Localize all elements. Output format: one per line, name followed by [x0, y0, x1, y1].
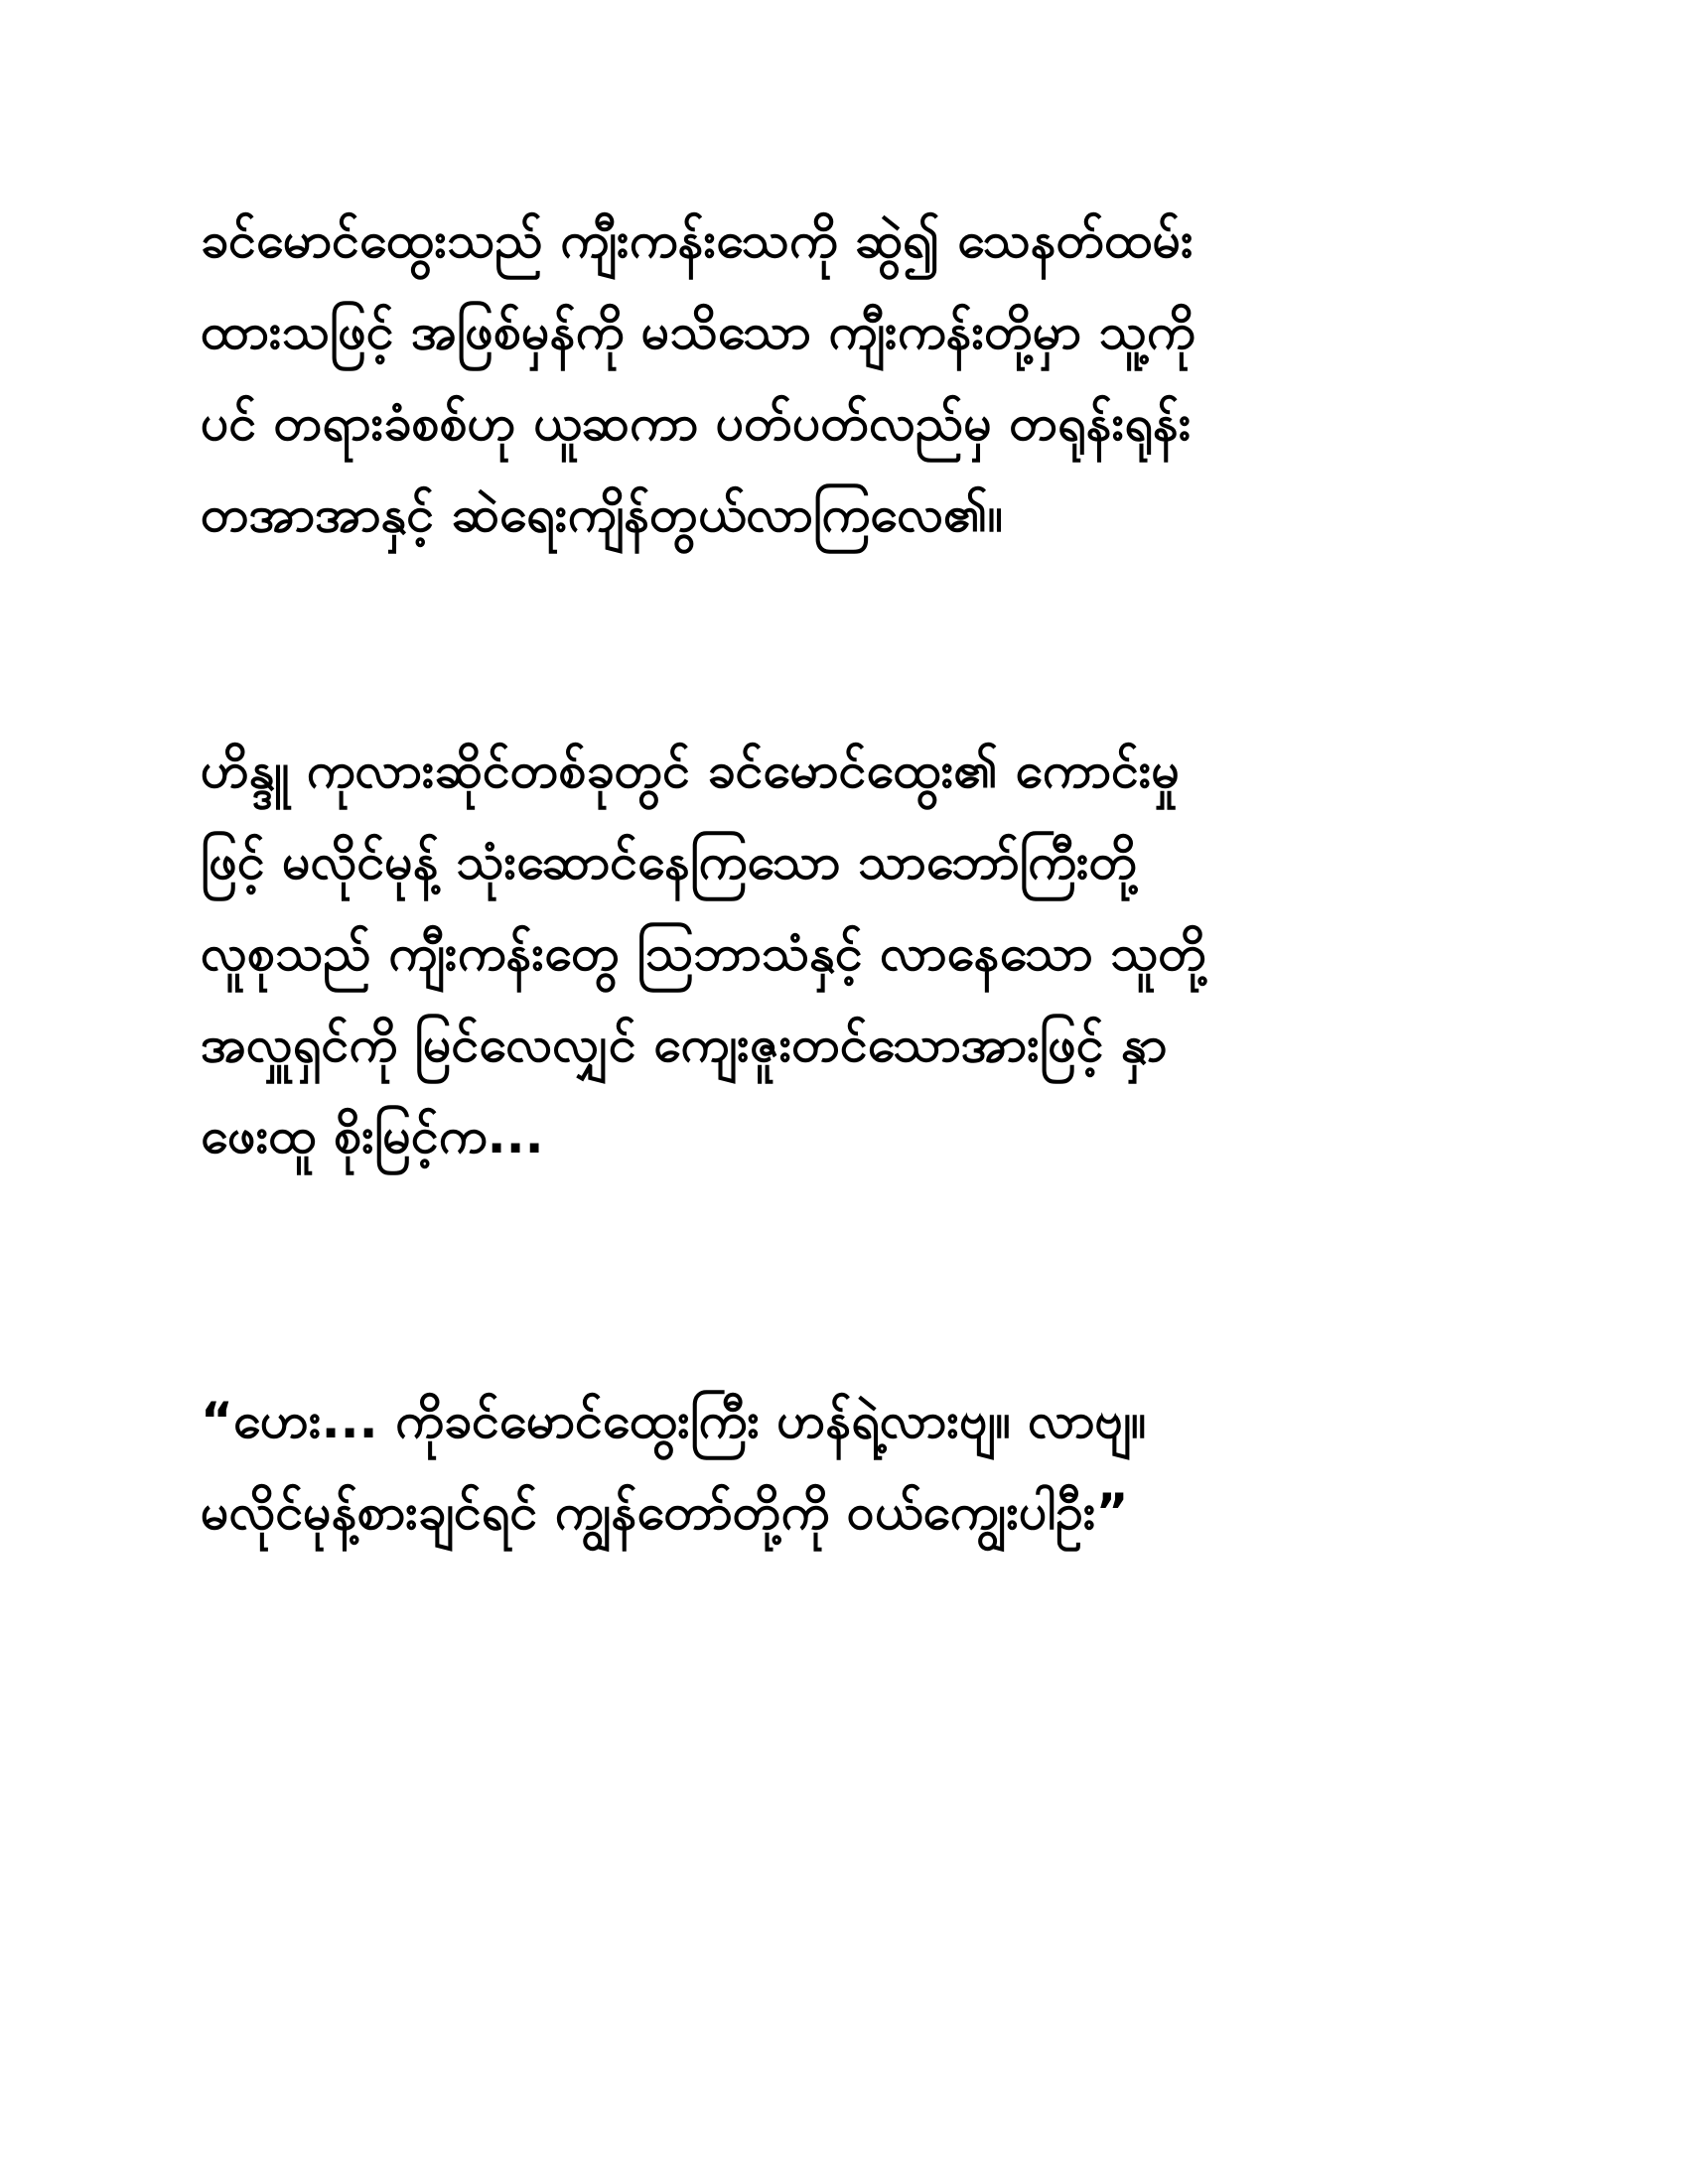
text-line: မလိုင်မုန့်စားချင်ရင် ကျွန်တော်တို့ကို ဝယ်ကျွေးပါဦး”: [201, 1483, 1129, 1541]
paragraph-2: [201, 725, 1491, 1181]
text-line: လူစုသည် ကျီးကန်းတွေ ဩဘာသံနှင့် လာနေသော သူတို့: [201, 924, 1207, 982]
text-line: တအာအာနှင့် ဆဲရေးကျိန်တွယ်လာကြလေ၏။: [201, 485, 1003, 543]
text-line: ဖြင့် မလိုင်မုန့် သုံးဆောင်နေကြသော သာဘော်ကြီးတို့: [201, 833, 1138, 890]
text-line: ဖေးထူ စိုးမြင့်က...: [201, 1107, 544, 1164]
paragraph-1: [201, 195, 1491, 560]
text-line: ဟိန္ဒူ ကုလားဆိုင်တစ်ခုတွင် ခင်မောင်ထွေး၏ ကောင်းမှု: [201, 742, 1181, 799]
text-line: ပင် တရားခံစစ်ဟု ယူဆကာ ပတ်ပတ်လည်မှ တရုန်းရုန်း: [201, 394, 1192, 452]
text-line: ခင်မောင်ထွေးသည် ကျီးကန်းသေကို ဆွဲ၍ သေနတ်ထမ်း: [201, 211, 1194, 269]
text-line: ထားသဖြင့် အဖြစ်မှန်ကို မသိသော ကျီးကန်းတို့မှာ သူ့ကို: [201, 303, 1196, 360]
text-line: အလှူရှင်ကို မြင်လေလျှင် ကျေးဇူးတင်သောအားဖြင့် နှာ: [201, 1016, 1168, 1073]
text-line: “ဟေး... ကိုခင်မောင်ထွေးကြီး ဟန်ရဲ့လားဗျ။ လာဗျ။: [201, 1392, 1147, 1449]
paragraph-3-dialogue: [201, 1375, 1491, 1558]
